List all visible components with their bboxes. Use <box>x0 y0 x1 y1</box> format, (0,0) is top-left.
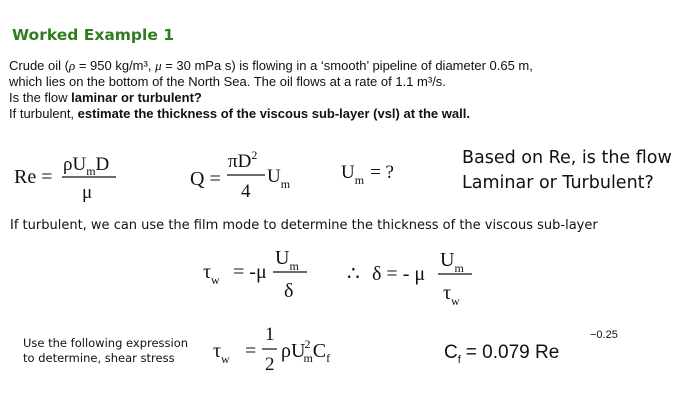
delta-denominator: $\tau_w$ <box>443 282 460 308</box>
half-denominator: 2 <box>265 354 275 375</box>
problem-line-2: which lies on the bottom of the North Sea. The oil flows at a rate of 1.1 m³/s. <box>9 74 446 89</box>
problem-text: If turbulent, <box>9 106 78 121</box>
tau2-eq: = <box>245 340 257 362</box>
re-numerator: $\rho U_mD$ <box>63 154 110 178</box>
problem-bold-text: estimate the thickness of the viscous sub-layer (vsl) at the wall. <box>77 106 470 121</box>
tau-lhs: $\tau_w$ <box>203 261 220 287</box>
delta-numerator: $U_m$ <box>440 249 464 275</box>
problem-text: = 30 mPa s) is flowing in a ‘smooth’ pipeline of diameter 0.65 m, <box>161 58 533 73</box>
mu-symbol: μ <box>155 58 162 73</box>
q-lhs: Q = <box>190 168 221 190</box>
q-velocity: $U_m$ <box>267 166 291 191</box>
re-denominator: μ <box>82 182 93 203</box>
expression-note-line-1: Use the following expression <box>23 336 189 350</box>
re-lhs: Re = <box>14 166 53 188</box>
cf-exponent: −0.25 <box>590 329 618 341</box>
q-numerator: $\pi D^2$ <box>228 148 258 172</box>
question-line-1: Based on Re, is the flow <box>462 148 672 168</box>
therefore-symbol: ∴ <box>347 263 360 285</box>
expression-note-line-2: to determine, shear stress <box>23 351 175 365</box>
film-mode-sentence: If turbulent, we can use the film mode to determine the thickness of the viscous sub-layer <box>10 218 598 233</box>
tau2-rhs: ρU2 $mC_f$ <box>281 337 331 365</box>
half-numerator: 1 <box>265 324 275 345</box>
flow-regime-question <box>462 146 672 196</box>
tau-eq: = -μ <box>233 261 267 283</box>
delta-lhs: δ = - μ <box>372 263 426 285</box>
rho-symbol: ρ <box>68 58 76 73</box>
problem-text: Crude oil ( <box>9 58 69 73</box>
problem-bold-text: laminar or turbulent? <box>71 90 202 105</box>
problem-text: = 950 kg/m³, <box>75 58 156 73</box>
expression-note <box>23 336 188 366</box>
page-title: Worked Example 1 <box>12 26 175 44</box>
cf-formula: $C_f = 0.079$ Re <box>444 342 560 366</box>
question-line-2: Laminar or Turbulent? <box>462 173 654 193</box>
tau2-lhs: $\tau_w$ <box>213 340 230 366</box>
problem-text: Is the flow <box>9 90 72 105</box>
tau-numerator: $U_m$ <box>275 247 299 273</box>
tau-denominator: δ <box>284 280 294 302</box>
q-denominator: 4 <box>241 181 251 202</box>
um-question: $U_m$ = ? <box>341 162 394 187</box>
